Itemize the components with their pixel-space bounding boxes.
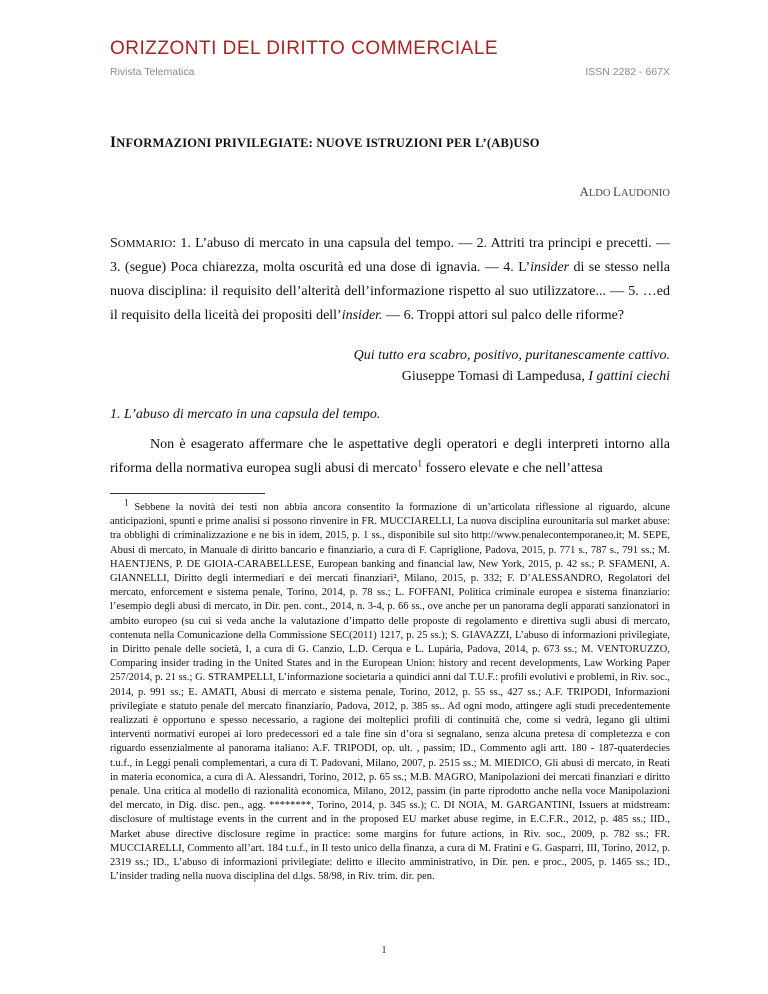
- footnote-ref: 1: [417, 458, 423, 469]
- article-title: [110, 134, 540, 152]
- author-initial-1: A: [579, 184, 589, 199]
- footnote: [110, 497, 670, 884]
- article-author: [579, 184, 670, 200]
- title-rest: NFORMAZIONI PRIVILEGIATE: NUOVE ISTRUZIONI PER L’(AB)USO: [116, 136, 540, 150]
- body-paragraph: [110, 433, 670, 481]
- body-text-b: fossero elevate e che nell’attesa: [422, 461, 603, 476]
- summary-label-initial: S: [110, 236, 118, 251]
- author-part-2: AUDONIO: [621, 188, 670, 199]
- summary-text-2: di se stesso nella nuova disciplina: il requisito dell’alterità dell’informazione rispetto al suo utilizzatore... — 5. …ed il requisito della liceità dei propositi dell’: [110, 260, 670, 323]
- footnote-divider: [110, 493, 265, 494]
- body-text-a: Non è esagerato affermare che le aspettative degli operatori e degli interpreti intorno alla riforma della normativa europea sugli abusi di mercato: [110, 437, 670, 476]
- epigraph-source: [354, 366, 670, 387]
- issn: ISSN 2282 - 667X: [585, 66, 670, 78]
- epigraph-work: I gattini ciechi: [588, 369, 670, 384]
- journal-subtitle: Rivista Telematica: [110, 66, 195, 78]
- summary: [110, 232, 670, 328]
- section-heading: 1. L’abuso di mercato in una capsula del tempo.: [110, 407, 381, 422]
- page-header: [110, 38, 670, 78]
- summary-label-rest: OMMARIO: [117, 238, 173, 250]
- footnote-text: Sebbene la novità dei testi non abbia ancora consentito la formazione di un’articolata riflessione al riguardo, alcune anticipazioni, spunti e prime analisi si possono rinvenire in FR. MUCCIARELLI, La nuova disciplina eurounitaria sul market abuse: tra obblighi di criminalizzazione e ne bis in idem, 2015, p. 1 ss., disponibile sul sito http://www.penalecontemporaneo.it; M. SEPE, Abusi di mercato, in Manuale di diritto bancario e finanziario, a cura di F. Capriglione, Padova, 2015, p. 771 s., 787 s., 791 ss.; M. HAENTJENS, P. DE GIOIA-CARABELLESE, European banking and financial law, New York, 2015, p. 42 ss.; P. SFAMENI, A. GIANNELLI, Diritto degli intermediari e dei mercati finanziari², Milano, 2015, p. 332; F. D’ALESSANDRO, Regolatori del mercato, enforcement e sistema penale, Torino, 2014, p. 78 ss.; L. FOFFANI, Politica criminale europea e sistema finanziario: l’esempio degli abusi di mercato, in Dir. pen. cont., 2014, n. 3-4, p. 66 ss., ove anche per un panorama degli apparati sanzionatori in ambito europeo (su cui si veda anche la valutazione d’impatto delle proposte di regolamento e direttiva sugli abusi di mercato, contenuta nella Comunicazione della Commissione SEC(2011) 1217, p. 25 ss.); S. GIAVAZZI, L’abuso di informazioni privilegiate, in Diritto penale delle società, I, a cura di G. Canzio, L.D. Cerqua e L. Lupária, Padova, 2014, p. 673 ss.; M. VENTORUZZO, Comparing insider trading in the United States and in the European Union: history and recent developments, Law Working Paper 257/2014, p. 21 ss.; G. STRAMPELLI, L’informazione societaria a quindici anni dal T.U.F.: profili evolutivi e problemi, in Riv. soc., 2014, p. 991 ss.; E. AMATI, Abusi di mercato e sistema penale, Torino, 2012, p. 55 ss., 427 ss.; A.F. TRIPODI, Informazioni privilegiate e statuto penale del mercato finanziario, Padova, 2012, p. 385 ss.. Ad ogni modo, attingere agli studi precedentemente realizzati è opportuno e spesso necessario, a ragione dei molteplici profili di continuità che, come si vedrà, legano gli ultimi interventi normativi europei ai loro predecessori ed a tale fine sin d’ora si segnalano, senza alcuna pretesa di completezza e con riguardo essenzialmente al panorama italiano: A.F. TRIPODI, op. ult. , passim; ID., Commento agli artt. 180 - 187-quaterdecies t.u.f., in Leggi penali complementari, a cura di T. Padovani, Milano, 2007, p. 2515 ss.; M. MIEDICO, Gli abusi di mercato, in Reati in materia economica, a cura di A. Alessandri, Torino, 2012, p. 65 ss.; M.B. MAGRO, Manipolazioni dei mercati finanziari e diritto penale. Una critica al modello di razionalità economica, Milano, 2012, passim (in parte riprodotto anche nella voce Manipolazioni del mercato, in Dig. disc. pen., agg. ********, Torino, 2014, p. 345 ss.); C. DI NOIA, M. GARGANTINI, Issuers at midstream: disclosure of multistage events in the current and in the proposed EU market abuse regime, in E.C.F.R., 2012, p. 485 ss.; IID., Market abuse directive disclosure regime in practice: some margins for future actions, in Riv. soc., 2009, p. 782 ss.; FR. MUCCIARELLI, Commento all’art. 184 t.u.f., in Il testo unico della finanza, a cura di M. Fratini e G. Gasparri, III, Torino, 2012, p. 2319 ss.; ID., L’abuso di informazioni privilegiate: delitto e illecito amministrativo, in Dir. pen. e proc., 2005, p. 1465 ss.; ID., L’insider trading nella nuova disciplina del d.lgs. 58/98, in Riv. trim. dir. pen.: [110, 502, 670, 883]
- summary-insider-1: insider: [530, 260, 570, 275]
- page-number: 1: [381, 944, 387, 956]
- header-subrow: [110, 66, 670, 78]
- summary-insider-2: insider.: [341, 308, 383, 323]
- summary-text-1: : 1. L’abuso di mercato in una capsula del tempo. — 2. Attriti tra principi e precetti. — 3. (segue) Poca chiarezza, molta oscurità ed una dose di ignavia. — 4. L’: [110, 236, 670, 275]
- author-initial-2: L: [613, 184, 621, 199]
- author-part-1: LDO: [588, 188, 614, 199]
- title-initial: I: [110, 134, 117, 151]
- journal-title: ORIZZONTI DEL DIRITTO COMMERCIALE: [110, 38, 499, 59]
- summary-text-3: — 6. Troppi attori sul palco delle riforme?: [382, 308, 625, 323]
- epigraph-attribution: Giuseppe Tomasi di Lampedusa,: [401, 369, 589, 384]
- footnote-number: 1: [124, 497, 129, 508]
- epigraph: [354, 345, 670, 387]
- epigraph-quote: Qui tutto era scabro, positivo, puritanescamente cattivo.: [353, 348, 670, 363]
